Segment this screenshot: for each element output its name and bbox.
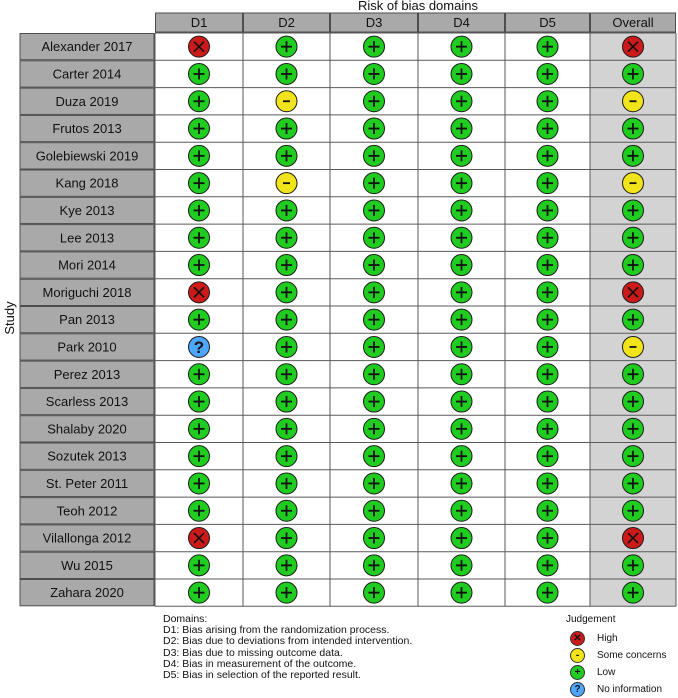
domains-legend-title: Domains: bbox=[163, 613, 208, 625]
column-header-d4: D4 bbox=[453, 15, 470, 30]
study-label-wu-2015: Wu 2015 bbox=[61, 557, 113, 573]
study-label-duza-2019: Duza 2019 bbox=[55, 93, 119, 109]
chart-title: Risk of bias domains bbox=[358, 0, 478, 13]
study-label-sozutek-2013: Sozutek 2013 bbox=[47, 448, 127, 464]
judgement-legend bbox=[566, 614, 666, 698]
study-label-zahara-2020: Zahara 2020 bbox=[50, 585, 124, 601]
legend-label-some-concerns: Some concerns bbox=[597, 650, 667, 661]
study-label-lee-2013: Lee 2013 bbox=[59, 230, 115, 246]
legend-label-no-information: No information bbox=[597, 684, 663, 695]
study-label-scarless-2013: Scarless 2013 bbox=[45, 394, 129, 410]
study-label-teoh-2012: Teoh 2012 bbox=[56, 503, 118, 519]
some-concerns-judgement-icon: - bbox=[570, 648, 585, 663]
judgement-legend-title: Judgement bbox=[566, 614, 616, 625]
legend-item-some-concerns bbox=[566, 647, 666, 664]
low-judgement-icon: + bbox=[570, 665, 585, 680]
study-label-park-2010: Park 2010 bbox=[57, 339, 117, 355]
legend-item-low bbox=[566, 664, 666, 681]
high-judgement-icon: ✕ bbox=[570, 631, 585, 646]
y-axis-label: Study bbox=[2, 301, 17, 335]
no-information-question-icon: ? bbox=[193, 337, 205, 357]
study-label-perez-2013: Perez 2013 bbox=[53, 366, 121, 382]
domains-legend bbox=[163, 614, 412, 681]
domain-d2-description: D2: Bias due to deviations from intended intervention. bbox=[163, 635, 413, 648]
study-label-st-peter-2011: St. Peter 2011 bbox=[45, 475, 129, 491]
study-label-kang-2018: Kang 2018 bbox=[55, 175, 119, 191]
domain-d1-description: D1: Bias arising from the randomization process. bbox=[163, 624, 390, 637]
study-label-pan-2013: Pan 2013 bbox=[59, 312, 115, 328]
legend-label-high: High bbox=[597, 633, 618, 644]
legend-item-no-information bbox=[566, 681, 666, 698]
legend-label-low: Low bbox=[597, 667, 616, 678]
no-information-judgement-icon: ? bbox=[570, 682, 585, 697]
study-label-moriguchi-2018: Moriguchi 2018 bbox=[42, 284, 132, 300]
column-header-d5: D5 bbox=[539, 15, 556, 30]
column-header-d2: D2 bbox=[278, 15, 295, 30]
domain-d5-description: D5: Bias in selection of the reported result. bbox=[163, 669, 361, 682]
legend-item-high bbox=[566, 630, 666, 647]
study-label-mori-2014: Mori 2014 bbox=[58, 257, 116, 273]
domain-d3-description: D3: Bias due to missing outcome data. bbox=[163, 646, 343, 659]
study-label-frutos-2013: Frutos 2013 bbox=[52, 121, 122, 137]
domain-d4-description: D4: Bias in measurement of the outcome. bbox=[163, 657, 357, 670]
study-label-golebiewski-2019: Golebiewski 2019 bbox=[35, 148, 139, 164]
study-label-vilallonga-2012: Vilallonga 2012 bbox=[42, 530, 132, 546]
study-label-carter-2014: Carter 2014 bbox=[52, 66, 122, 82]
column-header-overall: Overall bbox=[612, 15, 654, 30]
column-header-d3: D3 bbox=[365, 15, 383, 30]
study-label-alexander-2017: Alexander 2017 bbox=[41, 39, 133, 55]
study-label-kye-2013: Kye 2013 bbox=[59, 202, 115, 218]
column-header-d1: D1 bbox=[190, 15, 208, 30]
study-label-shalaby-2020: Shalaby 2020 bbox=[47, 421, 127, 437]
